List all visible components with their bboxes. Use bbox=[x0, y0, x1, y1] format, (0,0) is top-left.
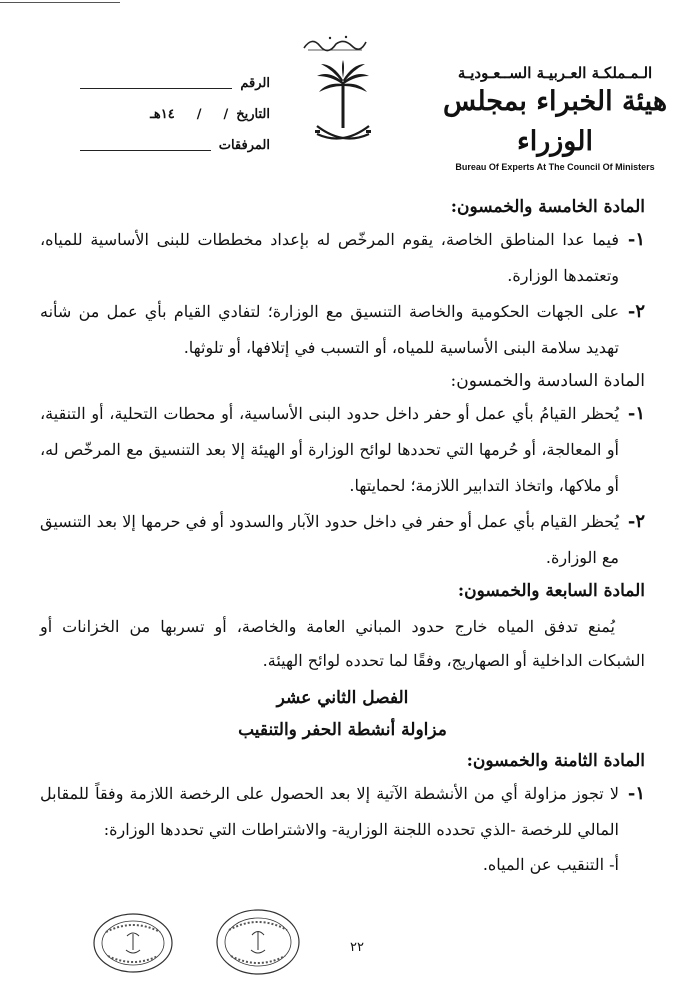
bureau-name-arabic: هيئة الخبراء بمجلس الوزراء bbox=[442, 86, 668, 157]
article-58-sub-item: أ- التنقيب عن المياه. bbox=[482, 855, 619, 874]
article-56-item: ١- يُحظر القيامُ بأي عمل أو حفر داخل حدود البنى الأساسية، أو محطات التحلية، أو التنقية، أو المعالجة، أو حُرمها التي تحددها لوائح الوزارة أو الهيئة إلا بعد التنسيق مع المرخّص له، أو ملاكها، واتخاذ التدابير اللازمة؛ لحمايتها. bbox=[40, 403, 645, 495]
reference-fields bbox=[80, 68, 270, 161]
official-seal-icon bbox=[92, 912, 174, 974]
ref-number-field bbox=[80, 68, 270, 99]
document-body bbox=[40, 192, 645, 882]
attachments-field bbox=[80, 130, 270, 161]
ref-label: الرقم bbox=[240, 76, 270, 91]
article-55-title: المادة الخامسة والخمسون: bbox=[450, 197, 645, 217]
article-58-title: المادة الثامنة والخمسون: bbox=[466, 751, 645, 771]
article-56-title: المادة السادسة والخمسون: bbox=[450, 371, 645, 391]
bureau-name-english: Bureau Of Experts At The Council Of Ministers bbox=[455, 162, 655, 172]
chapter-title: الفصل الثاني عشر bbox=[276, 688, 409, 708]
date-year: ١٤هـ bbox=[150, 107, 175, 122]
article-58-item: ١- لا تجوز مزاولة أي من الأنشطة الآتية إلا بعد الحصول على الرخصة اللازمة وفقاً للمقابل المالي للرخصة -الذي تحدده اللجنة الوزارية- والاشتراطات التي تحددها الوزارة: bbox=[40, 783, 645, 839]
article-57-text: يُمنع تدفق المياه خارج حدود المباني العامة والخاصة، أو تسربها من الخزانات أو الشبكات الداخلية أو الصهاريج، وفقًا لما تحدده لوائح الهيئة. bbox=[40, 617, 645, 670]
article-57-title: المادة السابعة والخمسون: bbox=[457, 581, 645, 601]
article-55-item: ١- فيما عدا المناطق الخاصة، يقوم المرخّص له بإعداد مخططات للبنى الأساسية للمياه، وتعتمدها الوزارة. bbox=[40, 229, 645, 285]
article-56-item: ٢- يُحظر القيام بأي عمل أو حفر في داخل حدود الآبار والسدود أو في حرمها إلا بعد التنسيق مع الوزارة. bbox=[40, 511, 645, 567]
ref-line bbox=[80, 78, 232, 89]
top-edge-line bbox=[0, 2, 120, 3]
attachments-label: المرفقات bbox=[218, 138, 270, 153]
attachments-line bbox=[80, 140, 211, 151]
page-number: ٢٢ bbox=[350, 940, 364, 955]
date-label: التاريخ bbox=[236, 107, 270, 122]
article-55-item: ٢- على الجهات الحكومية والخاصة التنسيق مع الوزارة؛ لتفادي القيام بأي عمل من شأنه تهديد سلامة البنى الأساسية للمياه، أو التسبب في إتلافها، أو تلوثها. bbox=[40, 301, 645, 357]
date-field bbox=[80, 99, 270, 130]
chapter-subtitle: مزاولة أنشطة الحفر والتنقيب bbox=[238, 720, 447, 740]
palm-swords-emblem-icon bbox=[313, 60, 373, 150]
basmala-calligraphy-icon bbox=[300, 32, 370, 54]
letterhead-brand bbox=[440, 64, 670, 172]
date-slots: / / ١٤هـ bbox=[150, 107, 229, 122]
official-seal-icon bbox=[215, 908, 301, 976]
kingdom-name: الـمـملكـة العـربيـة الســعـوديـة bbox=[457, 64, 653, 82]
